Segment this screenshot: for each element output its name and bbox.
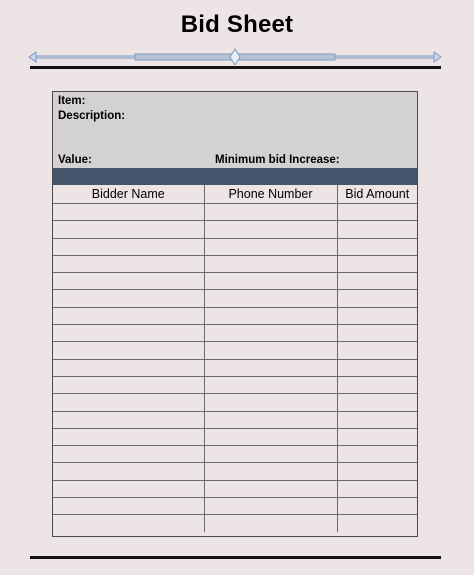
- phone-number-cell[interactable]: [204, 204, 337, 221]
- phone-number-cell[interactable]: [204, 394, 337, 411]
- table-row: [53, 238, 417, 255]
- bid-amount-cell[interactable]: [337, 428, 417, 445]
- table-row: [53, 342, 417, 359]
- bidder-name-cell[interactable]: [53, 463, 204, 480]
- table-row: [53, 273, 417, 290]
- phone-number-cell[interactable]: [204, 238, 337, 255]
- bottom-rule: [30, 556, 441, 559]
- table-header-row: [53, 185, 417, 204]
- bidder-name-cell[interactable]: [53, 204, 204, 221]
- bid-amount-cell[interactable]: [337, 376, 417, 393]
- phone-number-cell[interactable]: [204, 359, 337, 376]
- bidder-name-cell[interactable]: [53, 273, 204, 290]
- bid-amount-cell[interactable]: [337, 411, 417, 428]
- phone-number-cell[interactable]: [204, 515, 337, 532]
- bid-amount-cell[interactable]: [337, 394, 417, 411]
- table-row: [53, 255, 417, 272]
- table-row: [53, 376, 417, 393]
- bid-amount-cell[interactable]: [337, 325, 417, 342]
- table-row: [53, 428, 417, 445]
- bid-amount-cell[interactable]: [337, 290, 417, 307]
- bidder-name-cell[interactable]: [53, 307, 204, 324]
- bid-amount-cell[interactable]: [337, 342, 417, 359]
- phone-number-cell[interactable]: [204, 446, 337, 463]
- column-header-phone-number: Phone Number: [204, 185, 337, 204]
- phone-number-cell[interactable]: [204, 307, 337, 324]
- phone-number-cell[interactable]: [204, 273, 337, 290]
- page-title: Bid Sheet: [180, 11, 294, 38]
- bid-amount-cell[interactable]: [337, 515, 417, 532]
- bid-amount-cell[interactable]: [337, 273, 417, 290]
- table-row: [53, 480, 417, 497]
- bid-amount-cell[interactable]: [337, 255, 417, 272]
- phone-number-cell[interactable]: [204, 325, 337, 342]
- bid-rows: [53, 204, 417, 532]
- table-row: [53, 446, 417, 463]
- phone-number-cell[interactable]: [204, 290, 337, 307]
- phone-number-cell[interactable]: [204, 221, 337, 238]
- phone-number-cell[interactable]: [204, 376, 337, 393]
- phone-number-cell[interactable]: [204, 411, 337, 428]
- bidder-name-cell[interactable]: [53, 376, 204, 393]
- bidder-name-cell[interactable]: [53, 325, 204, 342]
- top-rule: [30, 66, 441, 69]
- minimum-bid-increase-label: Minimum bid Increase:: [215, 154, 340, 166]
- table-row: [53, 498, 417, 515]
- phone-number-cell[interactable]: [204, 428, 337, 445]
- description-label: Description:: [58, 110, 126, 122]
- bids-table: [53, 185, 417, 532]
- bid-amount-cell[interactable]: [337, 480, 417, 497]
- item-info-box: [53, 92, 417, 168]
- bid-amount-cell[interactable]: [337, 446, 417, 463]
- table-row: [53, 221, 417, 238]
- bidder-name-cell[interactable]: [53, 221, 204, 238]
- bidder-name-cell[interactable]: [53, 515, 204, 532]
- bid-amount-cell[interactable]: [337, 498, 417, 515]
- bidder-name-cell[interactable]: [53, 255, 204, 272]
- table-row: [53, 411, 417, 428]
- value-label: Value:: [58, 154, 92, 166]
- bidder-name-cell[interactable]: [53, 428, 204, 445]
- bid-amount-cell[interactable]: [337, 359, 417, 376]
- bid-amount-cell[interactable]: [337, 238, 417, 255]
- phone-number-cell[interactable]: [204, 463, 337, 480]
- table-row: [53, 325, 417, 342]
- bidder-name-cell[interactable]: [53, 359, 204, 376]
- table-row: [53, 290, 417, 307]
- bidder-name-cell[interactable]: [53, 446, 204, 463]
- column-header-bid-amount: Bid Amount: [337, 185, 417, 204]
- bidder-name-cell[interactable]: [53, 394, 204, 411]
- bidder-name-cell[interactable]: [53, 411, 204, 428]
- table-row: [53, 463, 417, 480]
- bidder-name-cell[interactable]: [53, 290, 204, 307]
- double-arrow-divider-icon: [28, 47, 442, 65]
- table-row: [53, 515, 417, 532]
- bid-amount-cell[interactable]: [337, 463, 417, 480]
- table-row: [53, 394, 417, 411]
- item-label: Item:: [58, 95, 86, 107]
- column-header-bidder-name: Bidder Name: [53, 185, 204, 204]
- bidder-name-cell[interactable]: [53, 498, 204, 515]
- bidder-name-cell[interactable]: [53, 480, 204, 497]
- phone-number-cell[interactable]: [204, 255, 337, 272]
- bidder-name-cell[interactable]: [53, 238, 204, 255]
- bid-amount-cell[interactable]: [337, 221, 417, 238]
- phone-number-cell[interactable]: [204, 342, 337, 359]
- bid-amount-cell[interactable]: [337, 204, 417, 221]
- phone-number-cell[interactable]: [204, 480, 337, 497]
- table-row: [53, 307, 417, 324]
- header-band: [53, 168, 417, 185]
- table-row: [53, 204, 417, 221]
- table-row: [53, 359, 417, 376]
- bid-amount-cell[interactable]: [337, 307, 417, 324]
- phone-number-cell[interactable]: [204, 498, 337, 515]
- bidder-name-cell[interactable]: [53, 342, 204, 359]
- bid-sheet-form: [52, 91, 418, 537]
